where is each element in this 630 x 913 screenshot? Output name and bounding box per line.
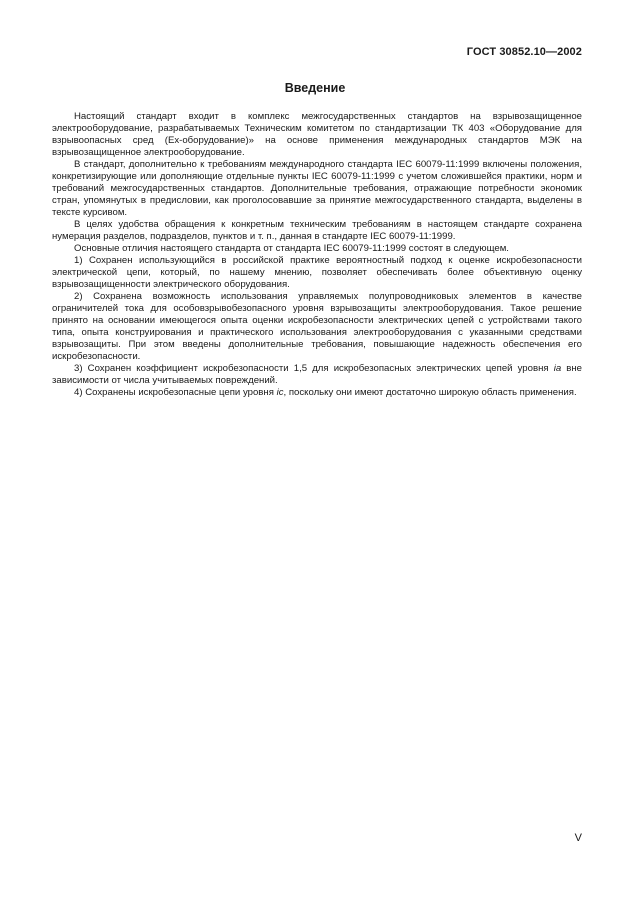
paragraph-differences-intro: Основные отличия настоящего стандарта от стандарта IEC 60079-11:1999 состоят в следующем. (74, 243, 509, 254)
paragraph-difference-3-tail: вне зависимости от числа учитываемых повреждений. (52, 363, 582, 386)
page-number: V (574, 832, 582, 844)
level-ic-term: ic (276, 387, 284, 398)
document-code-header: ГОСТ 30852.10—2002 (466, 46, 582, 58)
level-ia-term: ia (553, 363, 562, 374)
paragraph-difference-4 (52, 387, 582, 399)
paragraph-scope: Настоящий стандарт входит в комплекс межгосударственных стандартов на взрывозащищенное электрооборудование, разрабатываемых Техническим комитетом по стандартизации ТК 403 «Оборудование для взрывоопасных сред (Ex-оборудование)» на основе применения международных стандартов МЭК на взрывозащищенное электрооборудование. (52, 111, 582, 158)
paragraph-difference-4-tail: , поскольку они имеют достаточно широкую область применения. (283, 387, 577, 398)
paragraph-difference-4-text: 4) Сохранены искробезопасные цепи уровня (74, 387, 277, 398)
paragraph-additions: В стандарт, дополнительно к требованиям международного стандарта IEC 60079-11:1999 включены положения, конкретизирующие или дополняющие отдельные пункты IEC 60079-11:1999 с учетом сложившейся практики, норм и требований межгосударственных стандартов. Дополнительные требования, отражающие потребности экономик стран, упомянутых в предисловии, как проголосовавшие за принятие межгосударственного стандарта, выделены в тексте курсивом. (52, 159, 582, 218)
paragraph-difference-3 (52, 363, 582, 387)
document-body (52, 111, 582, 399)
paragraph-difference-3-text: 3) Сохранен коэффициент искробезопасности 1,5 для искробезопасных электрических цепей уровня (74, 363, 554, 374)
paragraph-numbering: В целях удобства обращения к конкретным техническим требованиям в настоящем стандарте сохранена нумерация разделов, подразделов, пунктов и т. п., данная в стандарте IEC 60079-11:1999. (52, 219, 582, 242)
paragraph-difference-1: 1) Сохранен использующийся в российской практике вероятностный подход к оценке искробезопасности электрической цепи, который, по нашему мнению, позволяет обеспечивать более объективную оценку взрывозащищенности электрического оборудования. (52, 255, 582, 290)
section-title: Введение (284, 81, 346, 95)
paragraph-difference-2: 2) Сохранена возможность использования управляемых полупроводниковых элементов в качестве ограничителей тока для особовзрывобезопасного уровня взрывозащиты электрооборудования. Такое решение принято на основании имеющегося опыта оценки искробезопасности электрических цепей с устройствами такого типа, опыта конструирования и практического использования электрооборудования с указанными средствами взрывозащиты. При этом введены дополнительные требования, повышающие надежность обеспечения его искробезопасности. (52, 291, 582, 362)
